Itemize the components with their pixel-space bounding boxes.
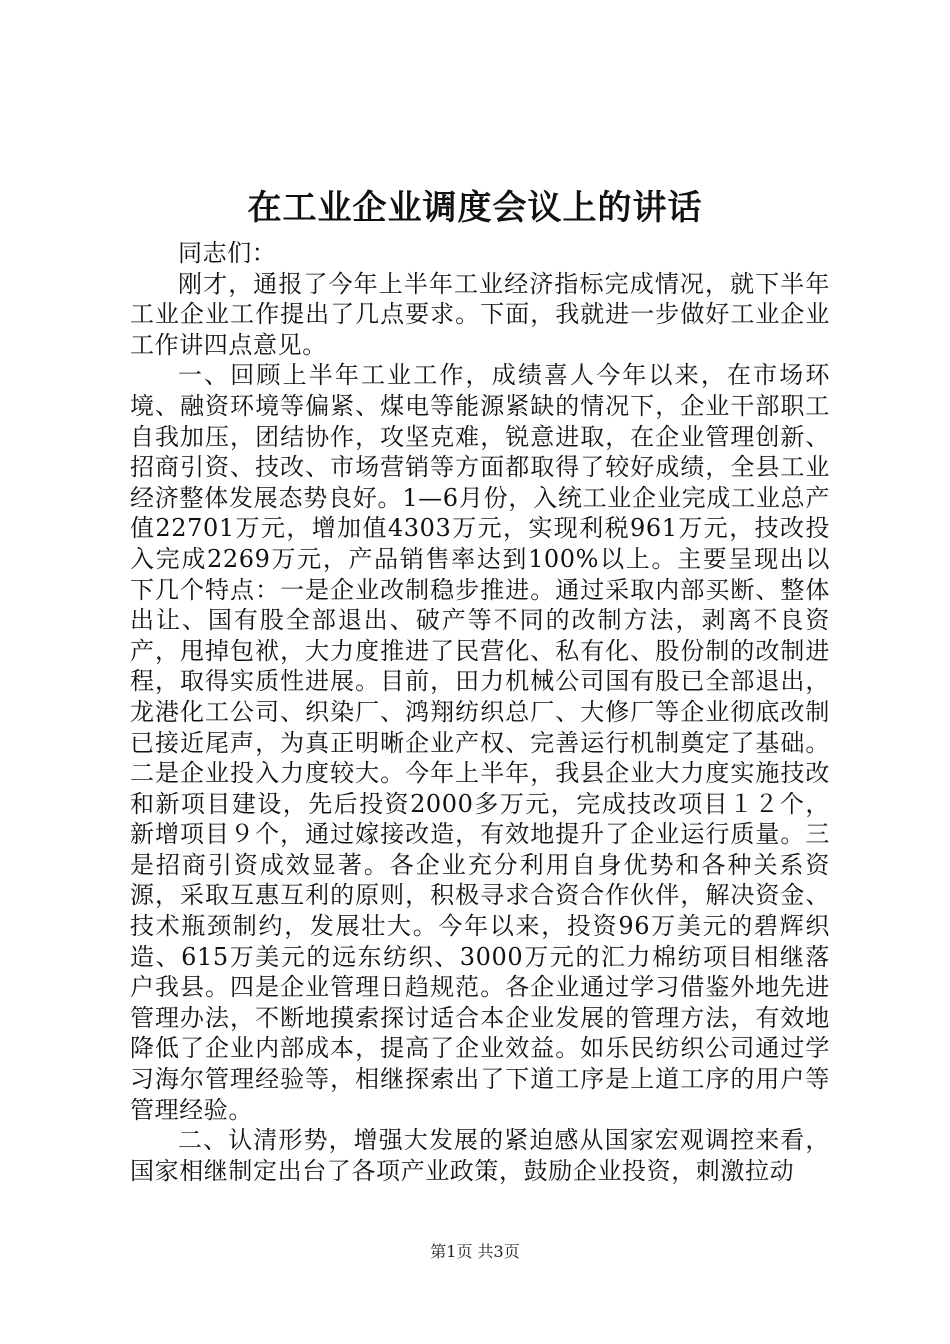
section-one-paragraph: 一、回顾上半年工业工作，成绩喜人今年以来，在市场环境、融资环境等偏紧、煤电等能源紧缺的情况下，企业干部职工自我加压，团结协作，攻坚克难，锐意进取，在企业管理创新、招商引资、技改、市场营销等方面都取得了较好成绩，全县工业经济整体发展态势良好。1—6月份，入统工业企业完成工业总产值22701万元，增加值4303万元，实现利税961万元，技改投入完成2269万元，产品销售率达到100%以上。主要呈现出以下几个特点：一是企业改制稳步推进。通过采取内部买断、整体出让、国有股全部退出、破产等不同的改制方法，剥离不良资产，甩掉包袱，大力度推进了民营化、私有化、股份制的改制进程，取得实质性进展。目前，田力机械公司国有股已全部退出，龙港化工公司、织染厂、鸿翔纺织总厂、大修厂等企业彻底改制已接近尾声，为真正明晰企业产权、完善运行机制奠定了基础。二是企业投入力度较大。今年上半年，我县企业大力度实施技改和新项目建设，先后投资2000多万元，完成技改项目１２个，新增项目９个，通过嫁接改造，有效地提升了企业运行质量。三是招商引资成效显著。各企业充分利用自身优势和各种关系资源，采取互惠互利的原则，积极寻求合资合作伙伴，解决资金、技术瓶颈制约，发展壮大。今年以来，投资96万美元的碧辉织造、615万美元的远东纺织、3000万元的汇力棉纺项目相继落户我县。四是企业管理日趋规范。各企业通过学习借鉴外地先进管理办法，不断地摸索探讨适合本企业发展的管理方法，有效地降低了企业内部成本，提高了企业效益。如乐民纺织公司通过学习海尔管理经验等，相继探索出了下道工序是上道工序的用户等管理经验。 <box>130 361 830 1124</box>
document-title: 在工业企业调度会议上的讲话 <box>247 188 703 228</box>
intro-paragraph: 刚才，通报了今年上半年工业经济指标完成情况，就下半年工业企业工作提出了几点要求。下面，我就进一步做好工业企业工作讲四点意见。 <box>130 269 830 359</box>
section-two-paragraph: 二、认清形势，增强大发展的紧迫感从国家宏观调控来看，国家相继制定出台了各项产业政策，鼓励企业投资，刺激拉动 <box>130 1126 830 1185</box>
document-body <box>130 238 830 1186</box>
salutation-paragraph: 同志们： <box>178 239 277 267</box>
page-footer: 第1页 共3页 <box>430 1242 520 1261</box>
